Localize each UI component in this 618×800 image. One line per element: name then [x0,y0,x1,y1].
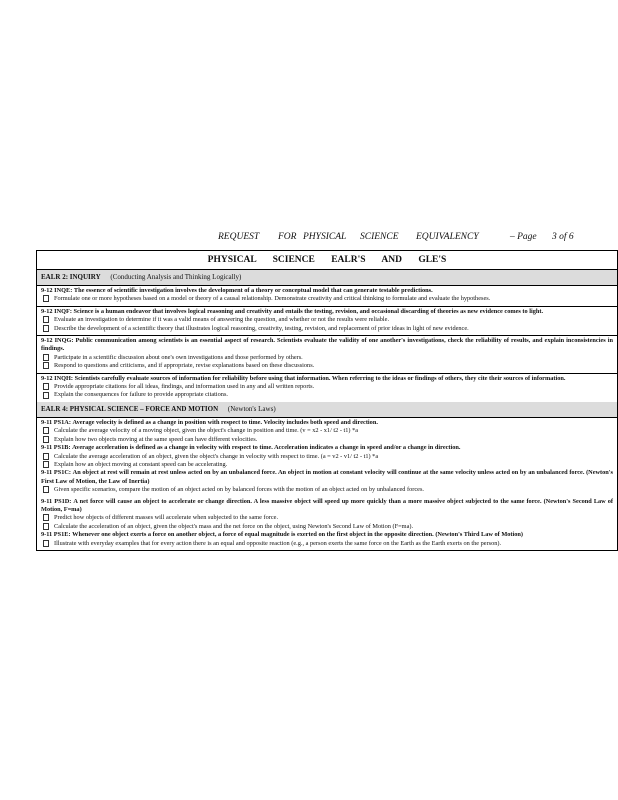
standard-statement [41,469,613,486]
standard-code: 9-11 PS1B: [41,444,71,452]
standard-section [37,307,617,336]
indicator-text: Explain how two objects moving at the same speed can have different velocities. [54,435,258,443]
standard-text: Whenever one object exerts a force on another object, a force of equal magnitude is exerted on the first object in the opposite direction. (Newton's Third Law of Motion) [72,531,524,539]
standard-statement [41,531,613,539]
standard-text: A net force will cause an object to accelerate or change direction. A less massive object will speed up more quickly than a more massive object subjected to the same force. (Newton's Second Law of Motion, F=ma) [41,497,613,513]
indicator-item [41,316,613,324]
checkbox-square-icon [43,461,49,468]
ealr2-subtitle: (Conducting Analysis and Thinking Logically) [110,273,242,281]
header-physical: PHYSICAL [303,232,347,242]
indicator-item [41,391,613,399]
indicator-text: Formulate one or more hypotheses based on a model or theory of a causal relationship. Demonstrate creativity and critical thinking to formulate and evaluate the hypotheses. [54,295,491,303]
indicator-text: Evaluate an investigation to determine if it was a valid means of answering the question, and whether or not the results were reliable. [54,316,390,324]
standard-code: 9-12 INQG: [41,337,74,345]
standard-code: 9-12 INQE: [41,287,73,294]
indicator-item [41,436,613,444]
indicator-text: Participate in a scientific discussion about one's own investigations and those performed by others. [54,353,303,361]
checkbox-square-icon [43,392,49,399]
header-for: FOR [278,232,297,242]
checkbox-square-icon [43,362,49,369]
header-page-label: – Page [510,232,537,242]
checkbox-square-icon [43,427,49,434]
page-header [218,232,578,246]
checkbox-square-icon [43,453,49,460]
indicator-item [41,523,613,531]
checkbox-square-icon [43,523,49,530]
standard-section [37,418,617,497]
standard-statement [41,419,613,427]
indicator-item [41,325,613,333]
standard-section [37,286,617,307]
standard-text: Average acceleration is defined as a change in velocity with respect to time. Acceleration indicates a change in speed and/or a change in direction. [72,444,461,452]
header-science: SCIENCE [360,232,399,242]
ealr4-heading [37,402,617,418]
standard-section [37,374,617,402]
checkbox-square-icon [43,354,49,361]
indicator-item [41,540,613,548]
standard-code: 9-11 PS1C: [41,469,71,477]
indicator-item [41,453,613,461]
standard-text: Average velocity is defined as a change in position with respect to time. Velocity includes both speed and direction. [72,418,378,426]
standard-text: Scientists carefully evaluate sources of information for reliability before using that information. When referring to the ideas or findings of others, they cite their sources of information. [74,374,566,382]
standard-statement [41,287,613,295]
standard-section [37,497,617,550]
indicator-text: Calculate the average acceleration of an object, given the object's change in velocity with respect to time. (a = v2 - v1/ t2 - t1) *a [54,452,379,460]
indicator-text: Calculate the acceleration of an object, given the object's mass and the net force on the object, using Newton's Second Law of Motion (F=ma). [54,522,414,530]
header-page-number: 3 of 6 [552,232,574,242]
standard-statement [41,308,613,316]
indicator-item [41,486,613,494]
standard-statement [41,444,613,452]
standard-code: 9-11 PS1A: [41,418,71,426]
standard-text: An object at rest will remain at rest unless acted on by an unbalanced force. An object in motion at constant velocity will continue at the same velocity unless acted on by an unbalanced force. (Newton's First Law of Motion, the Law of Inertia) [41,469,613,485]
ealr2-label: EALR 2: INQUIRY [41,273,101,281]
checkbox-square-icon [43,436,49,443]
indicator-text: Explain the consequences for failure to provide appropriate citations. [54,391,228,399]
standard-code: 9-12 INQF: [41,307,72,315]
indicator-text: Provide appropriate citations for all ideas, findings, and information used in any and all written reports. [54,383,315,391]
standard-code: 9-12 INQH: [41,374,74,382]
standard-section [37,336,617,374]
inquiry-standards [37,286,617,402]
indicator-item [41,461,613,469]
indicator-text: Respond to questions and criticisms, and if appropriate, revise explanations based on these discussions. [54,362,315,370]
header-request: REQUEST [218,232,260,242]
checkbox-square-icon [43,295,49,302]
indicator-text: Illustrate with everyday examples that for every action there is an equal and opposite reaction (e.g., a person exerts the same force on the Earth as the Earth exerts on the person). [54,539,502,547]
standard-text: The essence of scientific investigation involves the development of a theory or conceptual model that can generate testable predictions. [73,287,433,294]
standard-statement [41,498,613,515]
indicator-text: Given specific scenarios, compare the motion of an object acted on by balanced forces with the motion of an object acted on by unbalanced forces. [54,486,424,494]
standard-text: Science is a human endeavor that involves logical reasoning and creativity and entails the testing, revision, and occasional discarding of theories as new evidence comes to light. [73,307,544,315]
equivalency-table [36,250,618,551]
header-equivalency: EQUIVALENCY [416,232,479,242]
ealr4-label: EALR 4: PHYSICAL SCIENCE – FORCE AND MOTION [41,404,219,413]
indicator-item [41,427,613,435]
standard-code: 9-11 PS1D: [41,497,72,505]
indicator-item [41,362,613,370]
standard-text: Public communication among scientists is an essential aspect of research. Scientists evaluate the validity of one another's investigations, check the reliability of results, and explain inconsistencies in findings. [41,337,613,353]
indicator-item [41,383,613,391]
table-title: PHYSICAL SCIENCE EALR'S AND GLE'S [37,251,617,270]
standard-code: 9-11 PS1E: [41,531,71,539]
ealr2-heading [37,270,617,286]
standard-statement [41,337,613,354]
checkbox-square-icon [43,316,49,323]
ealr4-subtitle: (Newton's Laws) [227,404,276,413]
checkbox-square-icon [43,383,49,390]
checkbox-square-icon [43,325,49,332]
indicator-text: Predict how objects of different masses will accelerate when subjected to the same force. [54,514,279,522]
checkbox-square-icon [43,486,49,493]
standard-statement [41,375,613,383]
checkbox-square-icon [43,514,49,521]
indicator-item [41,295,613,303]
force-motion-standards-a [37,418,617,497]
indicator-text: Calculate the average velocity of a moving object, given the object's change in position and time. (v = x2 - x1/ t2 - t1) *a [54,427,359,435]
force-motion-standards-b [37,497,617,550]
checkbox-square-icon [43,540,49,547]
indicator-text: Describe the development of a scientific theory that illustrates logical reasoning, creativity, testing, revision, and replacement of prior ideas in light of new evidence. [54,324,469,332]
indicator-text: Explain how an object moving at constant speed can be accelerating. [54,460,228,468]
indicator-item [41,514,613,522]
indicator-item [41,354,613,362]
